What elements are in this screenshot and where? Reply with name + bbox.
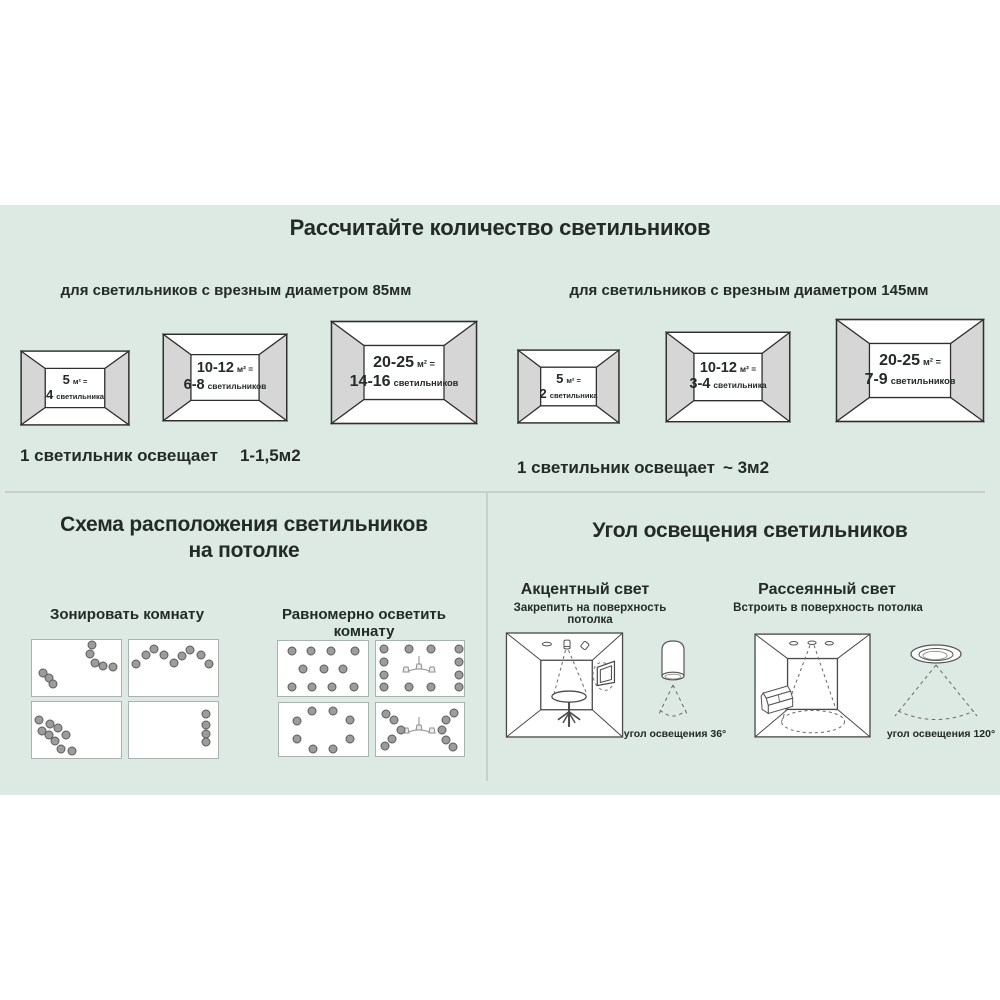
spotlight-dot	[85, 650, 94, 659]
spotlight-dot	[454, 682, 463, 691]
spotlight-dot	[307, 707, 316, 716]
even-layout-box	[375, 702, 465, 757]
spotlight-dot	[405, 682, 414, 691]
note-85mm: 1 светильник освещает 1-1,5м2	[20, 446, 301, 465]
spotlight-dot	[381, 709, 390, 718]
spotlight-dot	[149, 644, 158, 653]
spotlight-dot	[329, 707, 338, 716]
spotlight-dot	[186, 645, 195, 654]
room-count: 6-8 светильников	[183, 376, 267, 393]
group-header-145mm: для светильников с врезным диаметром 145мм	[569, 282, 929, 299]
page-title: Рассчитайте количество светильников	[289, 215, 711, 240]
spotlight-dot	[292, 717, 301, 726]
spotlight-dot	[288, 683, 297, 692]
spotlight-dot	[87, 641, 96, 650]
spotlight-dot	[350, 646, 359, 655]
spotlight-dot	[141, 650, 150, 659]
room-area: 20-25 м² =	[879, 352, 941, 370]
spotlight-dot	[197, 651, 206, 660]
diffuse-light-title: Рассеянный свет	[758, 581, 896, 598]
room-85mm-10-12m2	[162, 333, 288, 422]
zone-label: Зонировать комнату	[49, 606, 205, 623]
diffuse-light-subtitle: Встроить в поверхность потолка	[733, 602, 923, 614]
chandelier-icon	[400, 716, 438, 742]
even-layout-box	[277, 640, 369, 697]
spotlight-dot	[132, 659, 141, 668]
room-area: 20-25 м² =	[373, 354, 435, 372]
room-area: 5 м² =	[556, 370, 581, 386]
spotlight-dot	[329, 744, 338, 753]
spotlight-dot	[438, 726, 447, 735]
room-145mm-20-25m2	[835, 318, 985, 423]
spotlight-dot	[169, 658, 178, 667]
room-count: 14-16 светильников	[349, 372, 459, 390]
scheme-heading: Схема расположения светильников на потолке	[60, 513, 428, 563]
spotlight-dot	[454, 658, 463, 667]
spotlight-dot	[159, 650, 168, 659]
accent-room-icon	[505, 632, 624, 738]
room-area: 10-12 м² =	[699, 359, 757, 376]
spotlight-dot	[379, 682, 388, 691]
spotlight-dot	[108, 662, 117, 671]
spotlight-dot	[201, 738, 210, 747]
accent-light-title: Акцентный свет	[520, 581, 650, 598]
room-145mm-10-12m2	[665, 331, 791, 423]
spotlight-dot	[454, 645, 463, 654]
room-area: 10-12 м² =	[196, 360, 254, 377]
spotlight-dot	[346, 716, 355, 725]
spotlight-dot	[390, 716, 399, 725]
spotlight-dot	[292, 735, 301, 744]
even-layout-box	[278, 702, 369, 757]
zone-layout-box	[31, 639, 122, 697]
spotlight-dot	[57, 745, 66, 754]
spotlight-dot	[53, 724, 62, 733]
room-count: 3-4 светильника	[689, 376, 767, 393]
spotlight-dot	[308, 682, 317, 691]
recessed-lamp-120-icon	[886, 634, 986, 726]
spotlight-dot	[349, 682, 358, 691]
spotlight-dot	[327, 646, 336, 655]
spotlight-dot	[307, 646, 316, 655]
spotlight-dot	[49, 680, 58, 689]
spotlight-dot	[308, 744, 317, 753]
spotlight-dot	[202, 720, 211, 729]
spotlight-dot	[338, 664, 347, 673]
room-145mm-5m2	[517, 349, 620, 424]
room-count: 7-9 светильников	[864, 370, 956, 388]
spotlight-dot	[427, 645, 436, 654]
accent-lamp-36-icon	[644, 638, 706, 724]
spotlight-dot	[319, 664, 328, 673]
spotlight-dot	[328, 682, 337, 691]
accent-light-subtitle: Закрепить на поверхность потолка	[513, 602, 667, 626]
spotlight-dot	[202, 710, 211, 719]
spotlight-dot	[379, 670, 388, 679]
spotlight-dot	[396, 726, 405, 735]
room-area: 5 м² =	[62, 372, 88, 388]
spotlight-dot	[387, 735, 396, 744]
zone-layout-box	[128, 701, 219, 759]
spotlight-dot	[379, 645, 388, 654]
diffuse-angle-caption: угол освещения 120°	[886, 728, 996, 740]
spotlight-dot	[404, 645, 413, 654]
spotlight-dot	[299, 664, 308, 673]
horizontal-divider	[5, 491, 985, 493]
spotlight-dot	[346, 735, 355, 744]
room-count: 2 светильника	[539, 386, 598, 401]
spotlight-dot	[99, 661, 108, 670]
even-layout-box	[375, 640, 465, 697]
spotlight-dot	[68, 746, 77, 755]
zone-layout-box	[128, 639, 219, 697]
group-header-85mm: для светильников с врезным диаметром 85мм	[60, 282, 412, 299]
spotlight-dot	[427, 682, 436, 691]
even-label: Равномерно осветить комнату	[282, 606, 446, 640]
zone-layout-box	[31, 701, 122, 759]
spotlight-dot	[35, 716, 44, 725]
spotlight-dot	[288, 646, 297, 655]
diffuse-room-icon	[754, 633, 871, 738]
spotlight-dot	[450, 708, 459, 717]
accent-angle-caption: угол освещения 36°	[623, 728, 727, 740]
room-85mm-5m2	[20, 350, 130, 426]
spotlight-dot	[449, 742, 458, 751]
room-count: 4 светильника	[46, 387, 104, 403]
spotlight-dot	[51, 736, 60, 745]
angle-heading: Угол освещения светильников	[592, 519, 908, 542]
spotlight-dot	[379, 658, 388, 667]
spotlight-dot	[205, 660, 214, 669]
chandelier-icon	[400, 655, 438, 681]
spotlight-dot	[454, 670, 463, 679]
spotlight-dot	[178, 651, 187, 660]
spotlight-dot	[380, 741, 389, 750]
room-85mm-20-25m2	[330, 320, 478, 425]
spotlight-dot	[61, 731, 70, 740]
spotlight-dot	[442, 716, 451, 725]
note-145mm: 1 светильник освещает ~ 3м2	[517, 458, 770, 477]
